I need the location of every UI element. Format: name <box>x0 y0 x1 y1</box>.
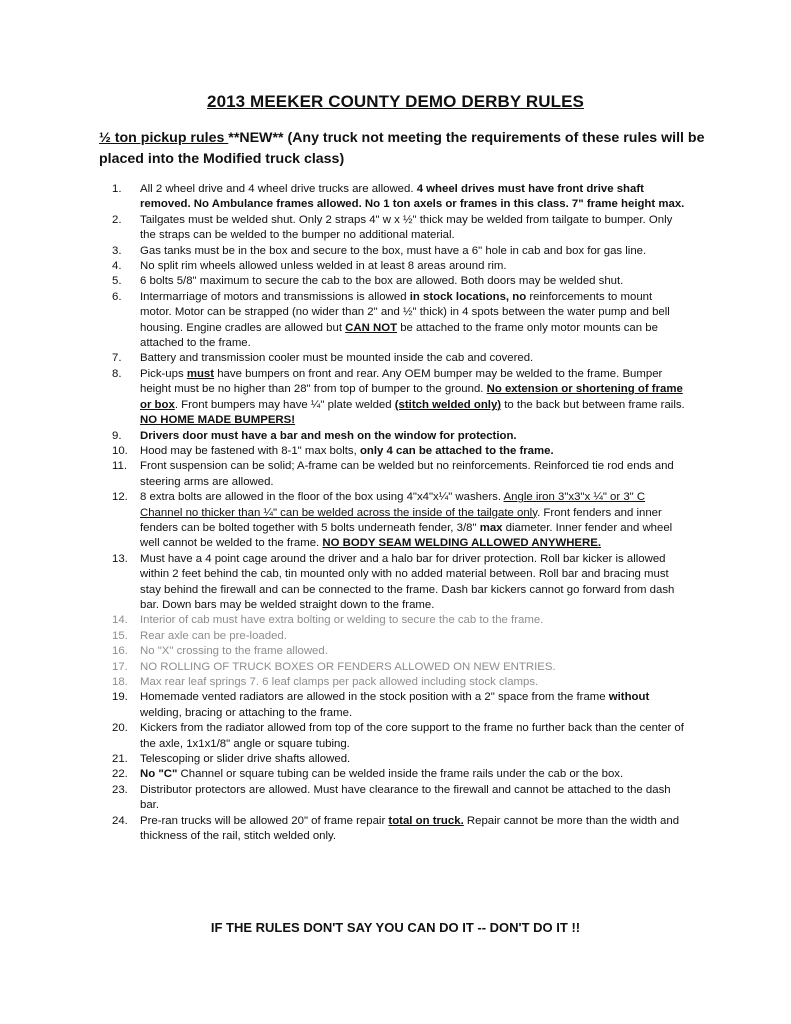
rule-number: 21. <box>112 753 128 766</box>
rule-number: 23. <box>112 783 128 796</box>
rule-number: 11. <box>112 460 127 473</box>
rule-text-segment: Distributor protectors are allowed. Must have clearance to the firewall and cannot be attached to the dash bar. <box>140 783 671 812</box>
rule-text <box>140 644 686 659</box>
rule-item <box>112 274 686 289</box>
new-tag: **NEW** <box>228 130 284 146</box>
rule-text-segment: CAN NOT <box>345 321 398 334</box>
rule-number: 20. <box>112 722 128 735</box>
rule-item <box>112 629 686 644</box>
rule-text-segment: Interior of cab must have extra bolting or welding to secure the cab to the frame. <box>140 614 544 627</box>
rule-text-segment: Pre-ran trucks will be allowed 20" of frame repair <box>140 814 389 827</box>
rule-item <box>112 351 686 366</box>
rule-text <box>140 629 686 644</box>
rule-text <box>140 721 686 752</box>
rule-number: 14. <box>112 614 128 627</box>
rule-text <box>140 444 686 459</box>
rule-text-segment: 8 extra bolts are allowed in the floor of the box using 4"x4"x¼" washers. <box>140 491 504 504</box>
document-title: 2013 MEEKER COUNTY DEMO DERBY RULES <box>207 92 584 111</box>
rule-text <box>140 675 686 690</box>
rule-number: 1. <box>112 183 122 195</box>
rule-item <box>112 644 686 659</box>
rule-item <box>112 660 686 675</box>
rule-text-segment: . Front fenders and inner fenders can be bolted together with 5 bolts underneath fender, 3/8" <box>140 506 662 534</box>
rule-number: 10. <box>112 444 128 457</box>
section-label: ½ ton pickup rules <box>99 130 229 146</box>
rule-item <box>112 244 686 259</box>
rule-text <box>140 367 686 429</box>
rule-number: 17. <box>112 660 128 673</box>
rule-number: 3. <box>112 244 122 257</box>
rule-item <box>112 429 686 444</box>
rule-text <box>140 429 686 444</box>
rule-text-segment: 4 wheel drives must have front drive shaft removed. No Ambulance frames allowed. No 1 ton axels or frames in this class. 7" frame height max. <box>140 183 685 211</box>
rule-text-segment: Telescoping or slider drive shafts allowed. <box>140 753 351 766</box>
rule-text-segment: NO ROLLING OF TRUCK BOXES OR FENDERS ALLOWED ON NEW ENTRIES. <box>140 660 556 673</box>
rules-list <box>112 182 686 844</box>
rule-text-segment: (stitch welded only) <box>394 398 502 411</box>
rule-text-segment: only 4 can be attached to the frame. <box>359 444 554 457</box>
rule-text <box>140 767 686 782</box>
rule-text-segment: reinforcements to mount motor. Motor can be strapped (no wider than 2" and ½" thick) in 4 spots between the water pump and bell housing. Engine cradles are allowed but <box>140 290 670 334</box>
rule-number: 22. <box>112 768 128 781</box>
rule-item <box>112 444 686 459</box>
rule-text-segment: No "C" <box>140 768 178 781</box>
footer-warning: IF THE RULES DON'T SAY YOU CAN DO IT -- DON'T DO IT !! <box>210 920 581 935</box>
rule-text-segment: total on truck. <box>388 814 464 827</box>
rule-text-segment: must <box>186 367 215 380</box>
rule-text-segment: Rear axle can be pre-loaded. <box>140 629 287 642</box>
rule-text <box>140 613 686 628</box>
rule-item <box>112 613 686 628</box>
rule-text-segment: Pick-ups <box>140 367 187 380</box>
rule-text <box>140 459 686 490</box>
rule-text-segment: . Front bumpers may have ¼" plate welded <box>174 398 395 411</box>
rule-text <box>140 351 686 366</box>
rule-text-segment: max <box>479 521 503 534</box>
rule-text <box>140 213 686 244</box>
rule-text <box>140 552 686 614</box>
rule-number: 4. <box>112 260 122 273</box>
rule-text-segment: diameter. Inner fender and wheel well cannot be welded to the frame. <box>140 521 673 550</box>
rule-text <box>140 814 686 845</box>
rule-text-segment: Hood may be fastened with 8-1" max bolts, <box>140 444 360 457</box>
rule-text <box>140 244 686 259</box>
rule-item <box>112 767 686 782</box>
rule-text-segment: No split rim wheels allowed unless welded in at least 8 areas around rim. <box>140 260 507 273</box>
rule-text-segment: NO BODY SEAM WELDING ALLOWED ANYWHERE. <box>322 537 602 550</box>
rule-item <box>112 721 686 752</box>
rule-text-segment: Must have a 4 point cage around the driver and a halo bar for driver protection. Roll bar kicker is allowed within 2 feet behind the cab, tin mounted only with no added material between. Roll bar and bracing must stay behind the firewall and can be connected to the frame. Dash bar kickers cannot go forward from dash bar. Down bars may be welded straight down to the frame. <box>140 552 675 611</box>
rule-number: 9. <box>112 429 122 442</box>
section-heading <box>99 128 707 170</box>
rule-text-segment: welding, bracing or attaching to the frame. <box>140 706 353 719</box>
rule-number: 15. <box>112 629 128 642</box>
rule-item <box>112 182 686 213</box>
rule-item <box>112 552 686 614</box>
rule-text-segment: Channel or square tubing can be welded inside the frame rails under the cab or the box. <box>177 768 624 781</box>
rule-text-segment: have bumpers on front and rear. Any OEM bumper may be welded to the frame. Bumper height must be no higher than 28" from top of bumper to the ground. <box>140 367 663 396</box>
rule-text-segment: No extension or shortening of frame or box <box>140 383 683 411</box>
rule-item <box>112 490 686 552</box>
rule-number: 6. <box>112 290 122 303</box>
rule-text-segment: 6 bolts 5/8" maximum to secure the cab to the box are allowed. Both doors may be welded shut. <box>140 275 624 288</box>
rule-number: 18. <box>112 676 128 688</box>
rule-number: 12. <box>112 491 128 504</box>
rule-text-segment: Kickers from the radiator allowed from top of the core support to the frame no further back than the center of the axle, 1x1x1/8" angle or square tubing. <box>140 722 684 750</box>
rule-text-segment: Front suspension can be solid; A-frame can be welded but no reinforcements. Reinforced tie rod ends and steering arms are allowed. <box>140 460 674 488</box>
rule-text-segment: without <box>608 691 650 704</box>
rule-text <box>140 182 686 213</box>
rule-number: 5. <box>112 275 122 288</box>
rule-text-segment: Intermarriage of motors and transmissions is allowed <box>140 290 410 303</box>
rule-text-segment: All 2 wheel drive and 4 wheel drive trucks are allowed. <box>140 183 417 195</box>
rule-item <box>112 783 686 814</box>
rule-text-segment: No "X" crossing to the frame allowed. <box>140 645 328 658</box>
rule-number: 24. <box>112 814 128 827</box>
rule-text-segment: Max rear leaf springs 7. 6 leaf clamps per pack allowed including stock clamps. <box>140 676 539 688</box>
rule-text-segment: be attached to the frame only motor mounts can be attached to the frame. <box>140 321 658 350</box>
rule-text-segment: Repair cannot be more than the width and thickness of the rail, stitch welded only. <box>140 814 680 843</box>
rule-text-segment: NO HOME MADE BUMPERS! <box>140 414 296 427</box>
rule-text-segment: Angle iron 3"x3"x ¼" or 3" C Channel no thicker than ¼" can be welded across the inside of the tailgate only <box>140 491 646 519</box>
rule-text <box>140 274 686 289</box>
rule-text-segment: Gas tanks must be in the box and secure to the box, must have a 6" hole in cab and box for gas line. <box>140 244 647 257</box>
rule-text-segment: to the back but between frame rails. <box>501 398 685 411</box>
rule-item <box>112 459 686 490</box>
rule-text <box>140 490 686 552</box>
rule-text <box>140 690 686 721</box>
rule-item <box>112 690 686 721</box>
rule-item <box>112 367 686 429</box>
rule-text <box>140 290 686 352</box>
rule-number: 13. <box>112 552 128 565</box>
rule-text-segment: Homemade vented radiators are allowed in the stock position with a 2" space from the frame <box>140 691 609 704</box>
rule-number: 2. <box>112 213 122 226</box>
rule-text-segment: Tailgates must be welded shut. Only 2 straps 4" w x ½" thick may be welded from tailgate to bumper. Only the straps can be welded to the bumper no additional material. <box>140 213 673 242</box>
rule-item <box>112 259 686 274</box>
rule-text <box>140 752 686 767</box>
rule-number: 8. <box>112 367 122 380</box>
rule-text <box>140 660 686 675</box>
rule-item <box>112 213 686 244</box>
rule-item <box>112 290 686 352</box>
rule-number: 19. <box>112 691 128 704</box>
rule-text-segment: in stock locations, no <box>409 290 527 303</box>
rule-item <box>112 752 686 767</box>
rule-item <box>112 675 686 690</box>
rule-text-segment: Drivers door must have a bar and mesh on the window for protection. <box>140 429 517 442</box>
rule-text-segment: Battery and transmission cooler must be mounted inside the cab and covered. <box>140 352 534 365</box>
rule-number: 16. <box>112 645 128 658</box>
rule-text <box>140 259 686 274</box>
rule-number: 7. <box>112 352 122 365</box>
section-note: (Any truck not meeting the requirements of these rules will be placed into the Modified truck class) <box>99 130 705 167</box>
rule-item <box>112 814 686 845</box>
rule-text <box>140 783 686 814</box>
